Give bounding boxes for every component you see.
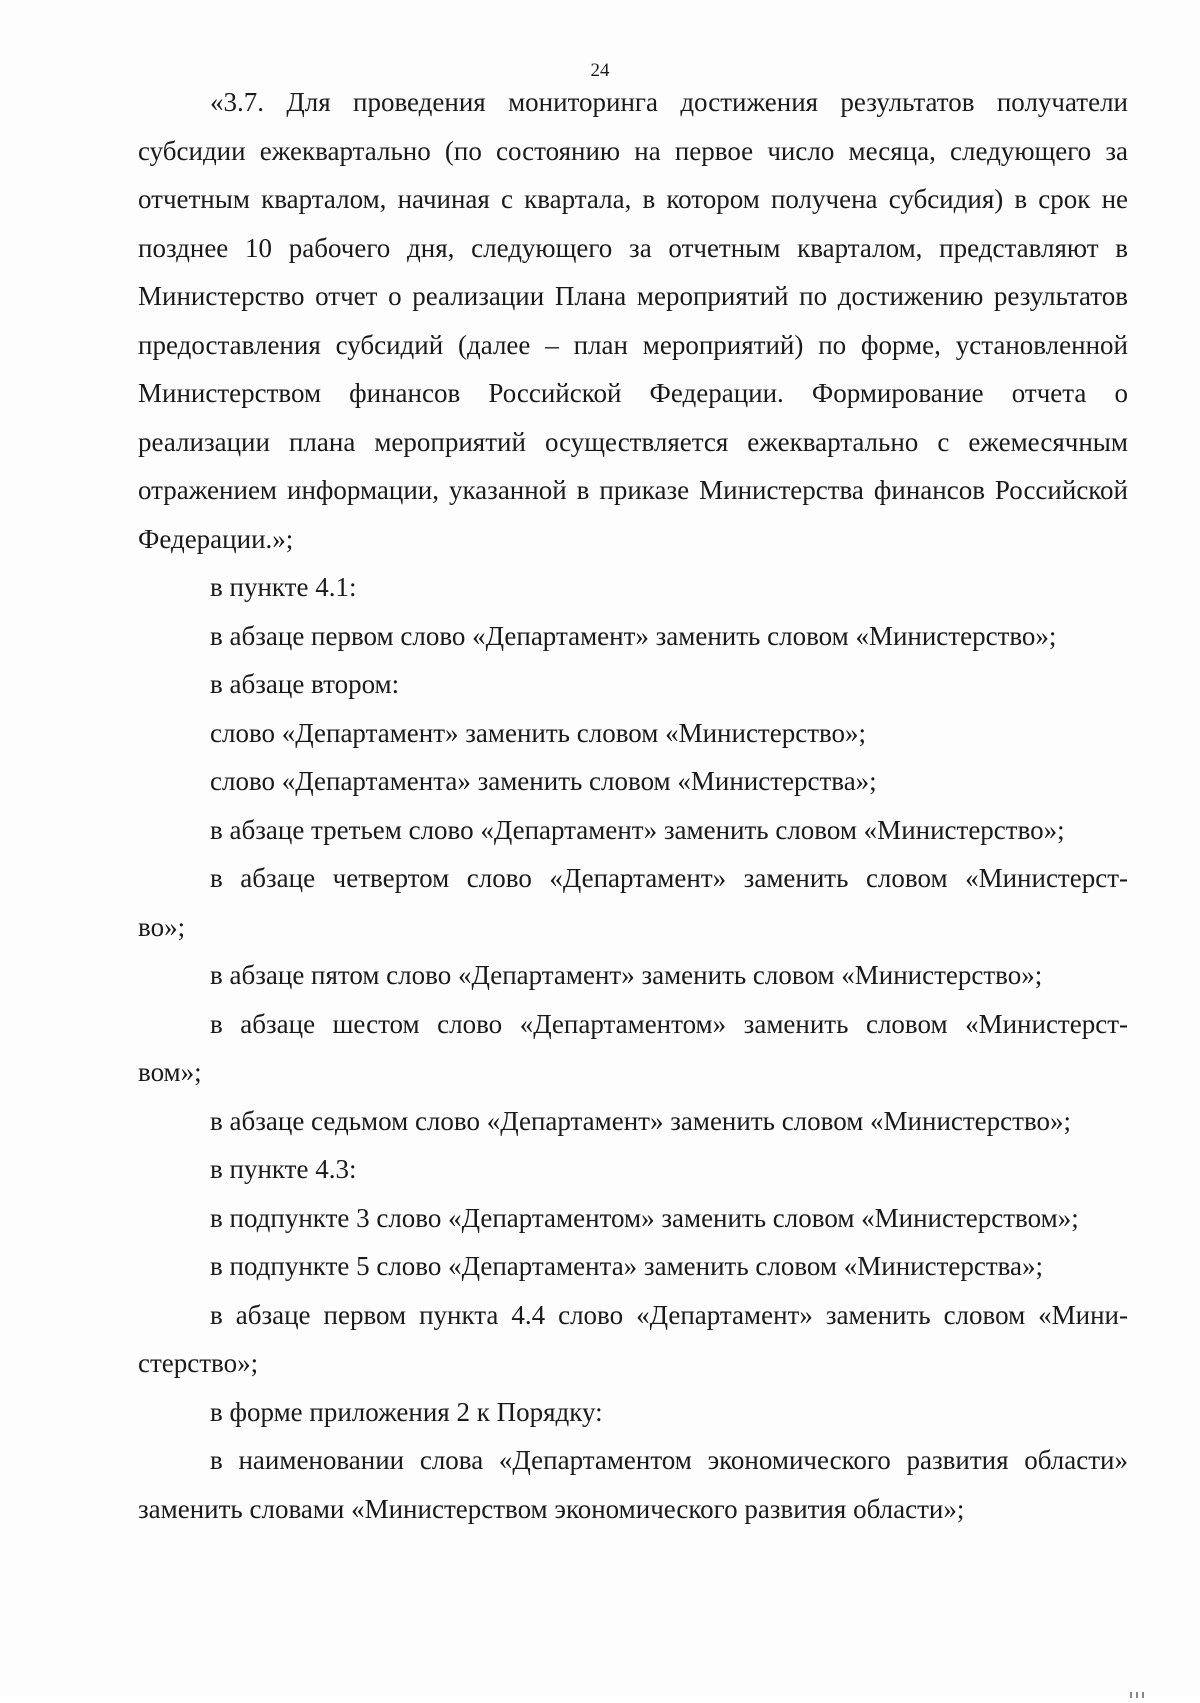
paragraph-item-4-1-fifth: в абзаце пятом слово «Департамент» заменить словом «Министерство»; xyxy=(210,960,1043,990)
scan-artifact xyxy=(1130,1685,1170,1691)
paragraph-item-4-1-fourth-cont: во»; xyxy=(138,911,186,942)
paragraph-item-4-1-fourth: в абзаце четвертом слово «Департамент» заменить словом «Министерст- xyxy=(210,863,1128,893)
paragraph-item-4-1-first: в абзаце первом слово «Департамент» заменить словом «Министерство»; xyxy=(210,620,1057,651)
paragraph-appendix-2-title: в наименовании слова «Департаментом экономического развития области» заменить словами «Министерством экономического развития области»; xyxy=(138,1445,1128,1524)
document-body xyxy=(138,78,1128,1533)
paragraph-word-replace-2: слово «Департамента» заменить словом «Министерства»; xyxy=(210,766,877,796)
paragraph-item-4-1-sixth-cont: вом»; xyxy=(138,1057,202,1087)
paragraph-item-4-3-sub-5: в подпункте 5 слово «Департамента» заменить словом «Министерства»; xyxy=(210,1251,1044,1281)
paragraph-item-4-1-third: в абзаце третьем слово «Департамент» заменить словом «Министерство»; xyxy=(210,814,1065,845)
paragraph-appendix-2: в форме приложения 2 к Порядку: xyxy=(210,1396,603,1427)
paragraph-item-4-4-cont: стерство»; xyxy=(138,1348,259,1378)
paragraph-item-4-1-sixth: в абзаце шестом слово «Департаментом» заменить словом «Министерст- xyxy=(210,1008,1128,1039)
paragraph-3-7: «3.7. Для проведения мониторинга достижения результатов получатели субсидии ежеквартально (по состоянию на первое число месяца, следующего за отчетным кварталом, начиная с квартала, в котором получена субсидия) в срок не позднее 10 рабочего дня, следующего за отчетным кварталом, представляют в Министерство отчет о реализации Плана мероприятий по достижению результатов предоставления субсидий (далее – план мероприятий) по форме, установленной Министерством финансов Российской Федерации. Формирование отчета о реализации плана мероприятий осуществляется ежеквартально с ежемесячным отражением информации, указанной в приказе Министерства финансов Российской Федерации.»; xyxy=(138,87,1128,554)
paragraph-item-4-3: в пункте 4.3: xyxy=(210,1154,357,1184)
page-number: 24 xyxy=(590,60,610,81)
paragraph-word-replace-1: слово «Департамент» заменить словом «Министерство»; xyxy=(210,717,867,748)
paragraph-item-4-3-sub-3: в подпункте 3 слово «Департаментом» заменить словом «Министерством»; xyxy=(210,1202,1079,1233)
paragraph-item-4-4: в абзаце первом пункта 4.4 слово «Департамент» заменить словом «Мини- xyxy=(210,1299,1128,1330)
paragraph-item-4-1-seventh: в абзаце седьмом слово «Департамент» заменить словом «Министерство»; xyxy=(210,1105,1072,1136)
paragraph-item-4-1-second: в абзаце втором: xyxy=(210,669,400,699)
paragraph-item-4-1: в пункте 4.1: xyxy=(210,572,357,602)
